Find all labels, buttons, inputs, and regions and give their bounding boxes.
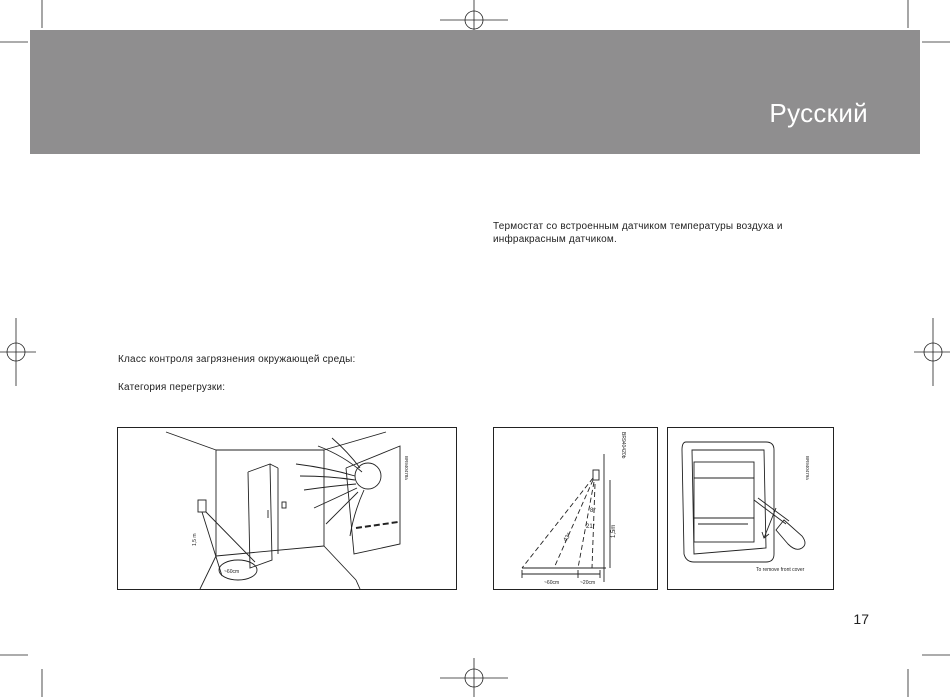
intro-line-1: Термостат со встроенным датчиком температуры воздуха и [493, 221, 783, 232]
room-distance-label: ~60cm [224, 569, 240, 575]
side-distance-2: ~20cm [580, 580, 596, 586]
angle-label-1: 8° [590, 508, 596, 514]
intro-line-2: инфракрасным датчиком. [493, 234, 617, 245]
pollution-class-label: Класс контроля загрязнения окружающей среды: [118, 354, 356, 365]
cover-figure-code: BR940479a [805, 456, 810, 480]
side-height-label: 1,5m [611, 524, 617, 538]
header-band [30, 30, 920, 154]
angle-label-3: 43° [562, 532, 573, 544]
figure-front-cover [667, 427, 834, 590]
room-height-label: 1,5 m [192, 533, 198, 546]
cover-caption: To remove front cover [756, 567, 805, 573]
overload-category-label: Категория перегрузки: [118, 382, 226, 393]
side-distance-1: ~60cm [544, 580, 560, 586]
room-figure-code: BR940478a [404, 456, 409, 480]
figure-side-view [493, 427, 658, 590]
room-illustration [118, 428, 456, 589]
page-number: 17 [853, 611, 869, 627]
side-view-illustration [494, 428, 657, 589]
figure-room-coverage [117, 427, 457, 590]
angle-label-2: 21° [586, 524, 596, 530]
side-figure-code: BR940420b [620, 432, 626, 459]
front-cover-illustration [668, 428, 833, 589]
language-title: Русский [769, 98, 868, 128]
